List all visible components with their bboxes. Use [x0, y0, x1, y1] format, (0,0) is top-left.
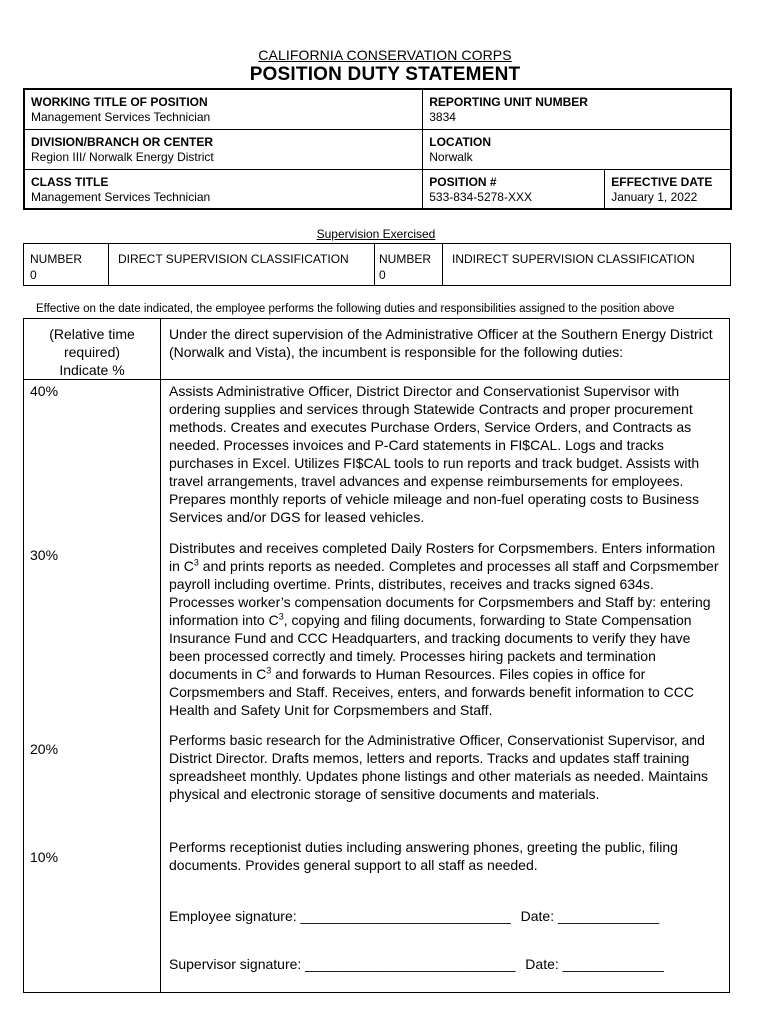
division-cell: [24, 129, 423, 169]
duty-text-2-sup1: 3: [193, 557, 199, 568]
location-value: Norwalk: [429, 149, 473, 164]
supervision-title: Supervision Exercised: [316, 227, 436, 241]
reporting-unit-value: 3834: [429, 110, 456, 124]
effective-date-label: EFFECTIVE DATE: [611, 174, 713, 189]
indirect-number-cell: [375, 244, 443, 286]
duty-text-2-part2: and prints reports as needed. Completes and processes all staff and Corpsmember payroll including overtime. Prints, distributes, receives and tracks signed 634s. Processes worker’s compensation documents for Corpsmembers and Staff by: entering information into C: [169, 558, 719, 628]
employee-signature-label: Employee signature: ___________________________: [169, 908, 511, 924]
position-number-value: 533-834-5278-XXX: [429, 189, 532, 204]
effective-note: Effective on the date indicated, the employee performs the following duties and responsibilities assigned to the position above: [36, 303, 675, 315]
working-title-cell: [24, 89, 423, 129]
reporting-unit-label: REPORTING UNIT NUMBER: [429, 95, 588, 109]
duty-percent-4: 10%: [30, 849, 59, 865]
reporting-unit-cell: [423, 89, 731, 129]
direct-number-cell: [24, 244, 109, 286]
effective-date-value: January 1, 2022: [611, 189, 698, 204]
working-title-value: Management Services Technician: [31, 110, 211, 124]
supervisor-signature-line: [169, 955, 664, 973]
direct-classification-label: DIRECT SUPERVISION CLASSIFICATION: [109, 244, 375, 286]
page-title: POSITION DUTY STATEMENT: [249, 64, 521, 85]
employee-signature-line: [169, 907, 659, 925]
percent-header-line2: Indicate %: [59, 362, 125, 378]
duty-text-2-part3: , copying and filing documents, forwarding to State Compensation Insurance Fund and CCC Headquarters, and tracking documents to verify they have been processed correctly and timely. Processes hiring packets and termination documents in C: [169, 612, 692, 682]
indirect-number-label: NUMBER: [379, 252, 432, 266]
indirect-number-value: 0: [379, 268, 386, 282]
duty-text-3: Performs basic research for the Administrative Officer, Conservationist Supervisor, and District Director. Drafts memos, letters and reports. Tracks and updates staff training spreadsheet monthly. Updates phone listings and other materials as needed. Maintains physical and electronic storage of sensitive documents and materials.: [169, 732, 709, 802]
duties-table: [23, 318, 730, 993]
percent-header: [24, 319, 161, 380]
duty-text-2-part4: and forwards to Human Resources. Files copies in office for Corpsmembers and Staff. Receives, enters, and forwards benefit information to CCC Health and Safety Unit for Corpsmembers and Staff.: [169, 666, 694, 718]
position-number-cell: [423, 169, 605, 209]
direct-number-label: NUMBER: [30, 252, 83, 266]
duty-text-2: [169, 539, 721, 719]
employee-date-label: Date: _____________: [520, 908, 660, 924]
class-title-value: Management Services Technician: [31, 189, 211, 204]
location-label: LOCATION: [429, 134, 492, 149]
organization-name: CALIFORNIA CONSERVATION CORPS: [258, 47, 512, 63]
percent-header-line1: (Relative time required): [49, 326, 135, 360]
supervisor-signature-label: Supervisor signature: ___________________________: [169, 956, 516, 972]
direct-number-value: 0: [30, 268, 37, 282]
duty-percent-3: 20%: [30, 741, 59, 757]
indirect-classification-label: INDIRECT SUPERVISION CLASSIFICATION: [443, 244, 731, 286]
division-value: Region III/ Norwalk Energy District: [31, 149, 214, 164]
position-info-table: [23, 88, 732, 210]
duties-intro: Under the direct supervision of the Administrative Officer at the Southern Energy District (Norwalk and Vista), the incumbent is responsible for the following duties:: [161, 319, 730, 380]
duty-text-2-part1: Distributes and receives completed Daily Rosters for Corpsmembers. Enters information in C: [169, 540, 716, 574]
duty-text-4: Performs receptionist duties including answering phones, greeting the public, filing documents. Provides general support to all staff as needed.: [169, 839, 678, 873]
effective-date-cell: [605, 169, 731, 209]
class-title-label: CLASS TITLE: [31, 174, 109, 189]
supervisor-date-label: Date: _____________: [525, 956, 664, 972]
class-title-cell: [24, 169, 423, 209]
position-number-label: POSITION #: [429, 174, 497, 189]
location-cell: [423, 129, 731, 169]
duty-text-1: Assists Administrative Officer, District Director and Conservationist Supervisor with ordering supplies and services through Statewide Contracts and proper procurement methods. Creates and executes Purchase Orders, Service Orders, and Contracts as needed. Processes invoices and P-Card statements in FI$CAL. Logs and tracks purchases in Excel. Utilizes FI$CAL tools to run reports and track budget. Assists with travel arrangements, travel advances and expense reimbursements for employees. Prepares monthly reports of vehicle mileage and non-fuel operating costs to Business Services and/or DGS for leased vehicles.: [169, 383, 700, 525]
percent-column: [24, 380, 161, 993]
working-title-label: WORKING TITLE OF POSITION: [31, 95, 208, 109]
duty-percent-1: 40%: [30, 383, 59, 399]
division-label: DIVISION/BRANCH OR CENTER: [31, 134, 214, 149]
supervision-table: [23, 243, 731, 286]
duty-text-2-sup2: 3: [278, 611, 284, 622]
duty-text-2-sup3: 3: [266, 665, 272, 676]
duties-body: [161, 380, 730, 993]
duty-percent-2: 30%: [30, 547, 59, 563]
